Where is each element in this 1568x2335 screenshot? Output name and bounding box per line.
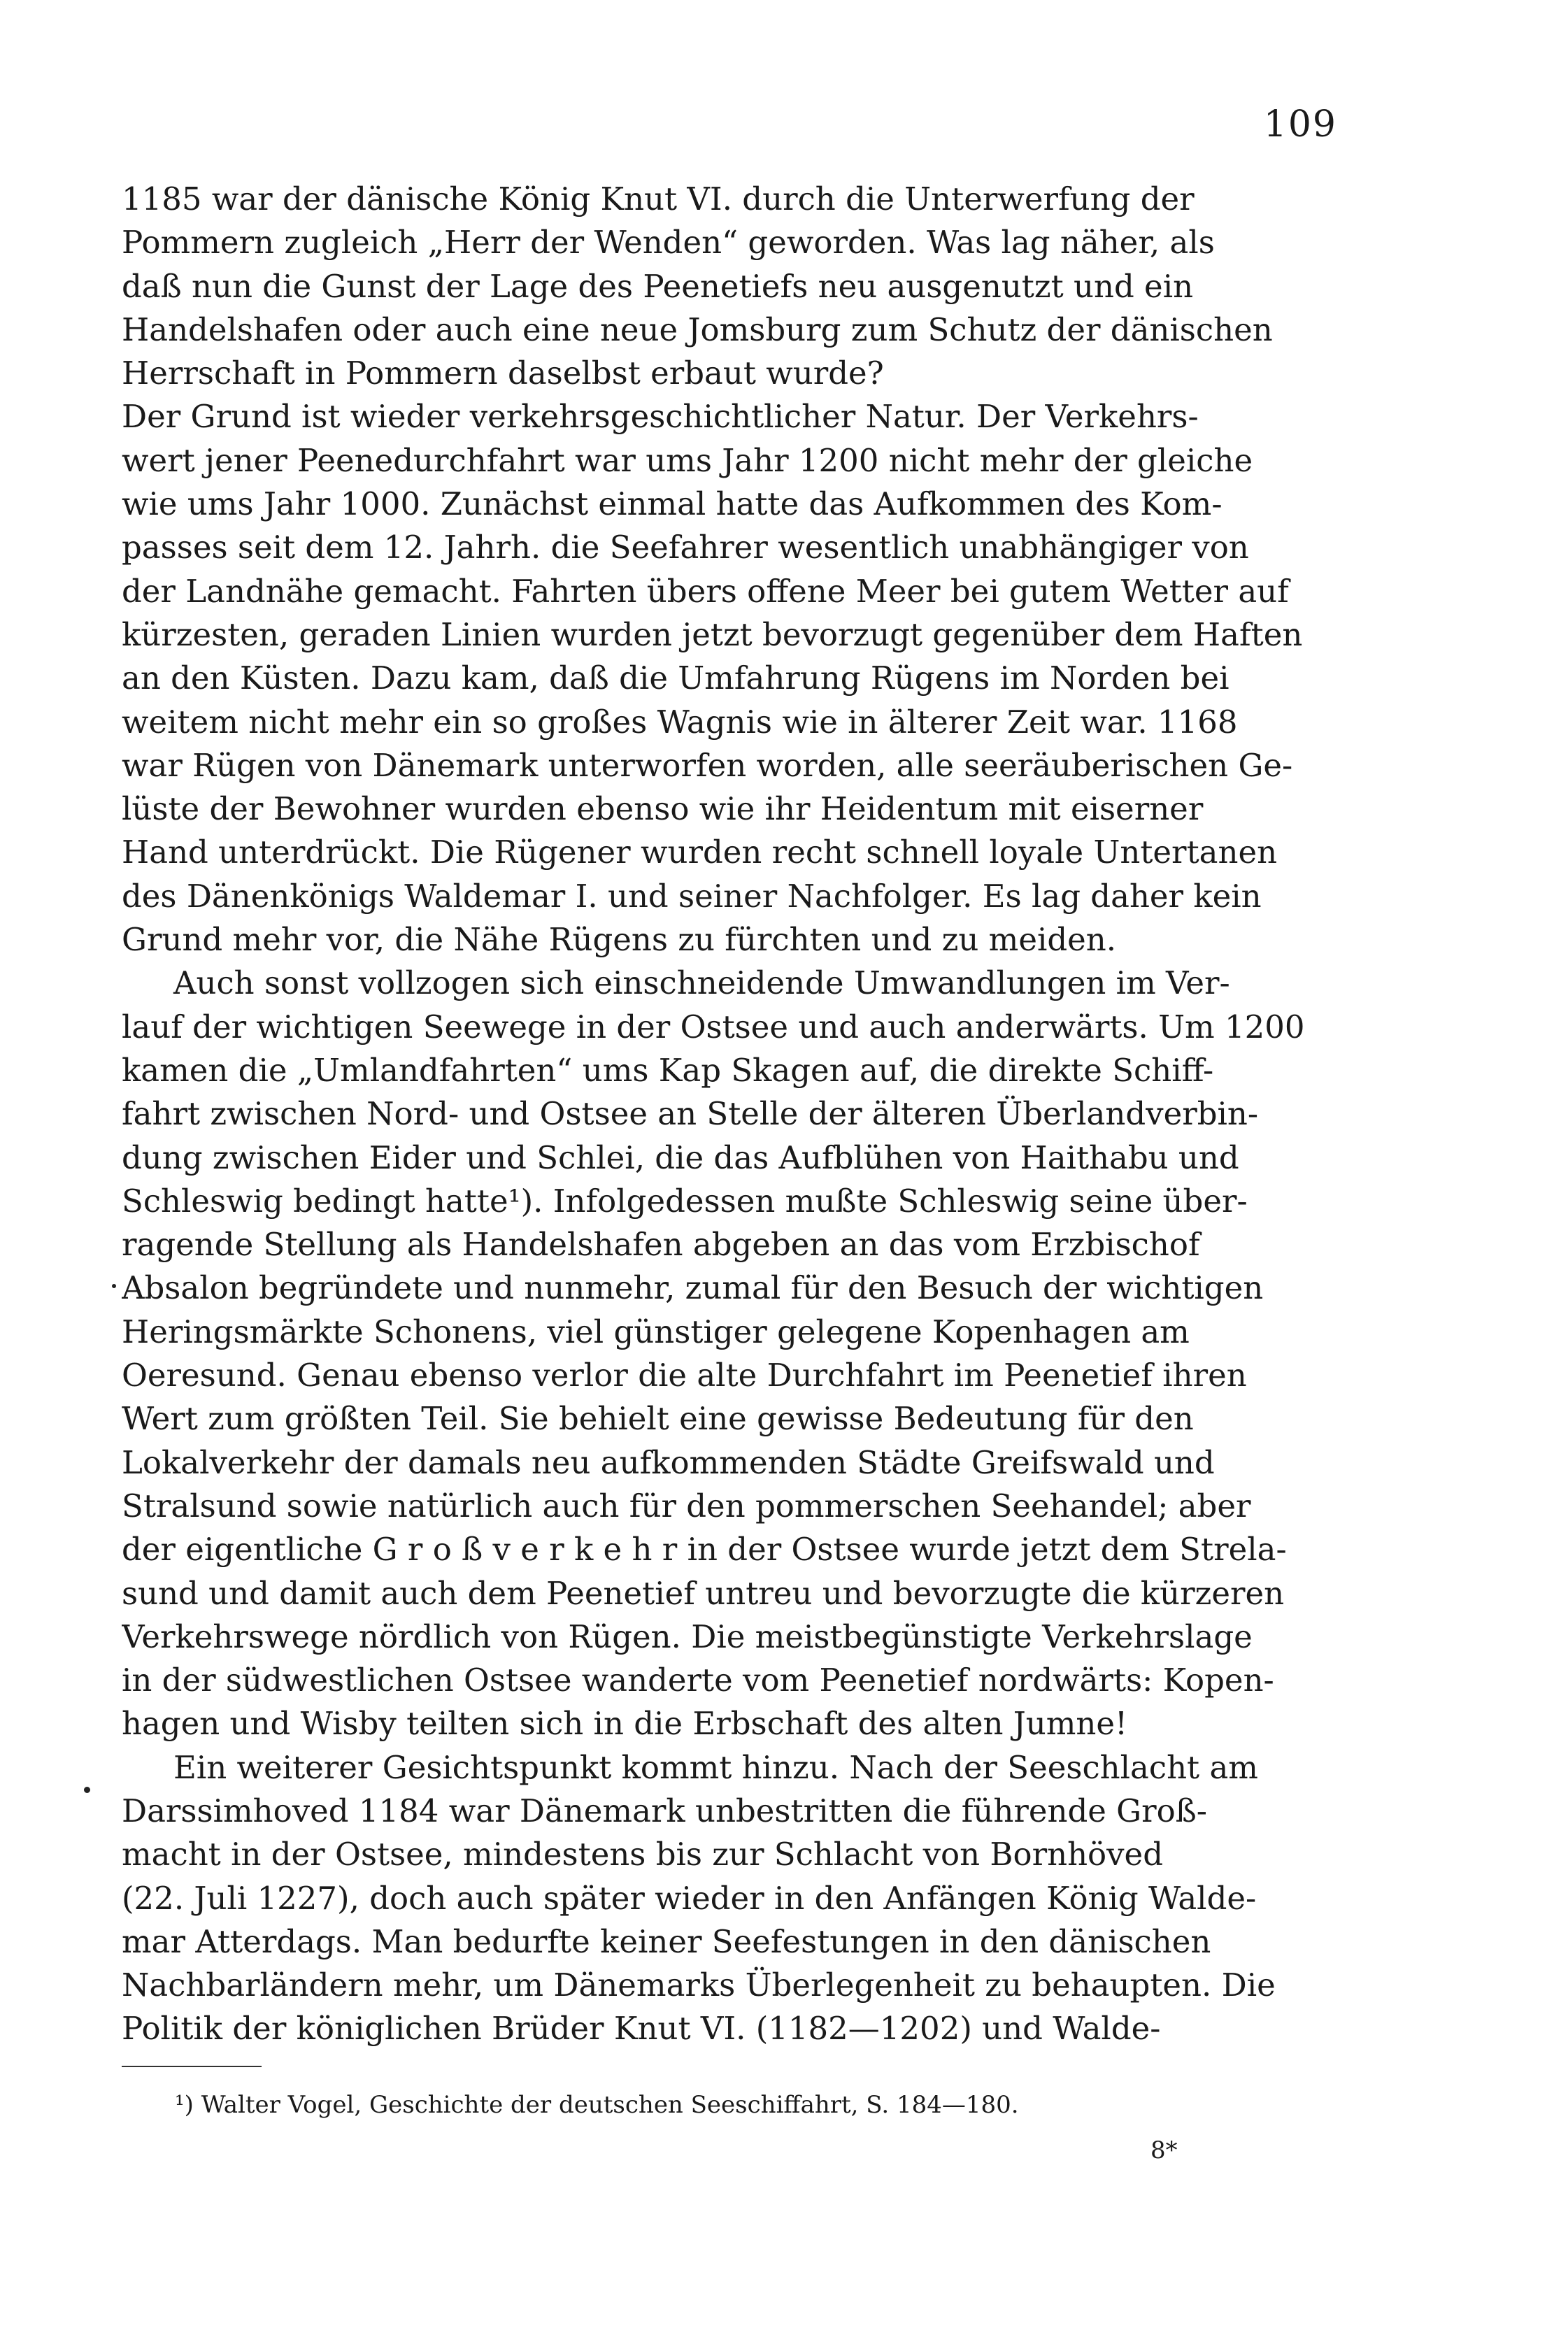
text-line: war Rügen von Dänemark unterworfen worden, alle seeräuberischen Ge- — [122, 746, 1293, 784]
text-line: 1185 war der dänische König Knut VI. durch die Unterwerfung der — [122, 180, 1195, 217]
text-line: Verkehrswege nördlich von Rügen. Die meistbegünstigte Verkehrslage — [122, 1618, 1253, 1655]
text-line: Lokalverkehr der damals neu aufkommenden Städte Greifswald und — [122, 1443, 1215, 1481]
text-line: Darssimhoved 1184 war Dänemark unbestritten die führende Groß- — [122, 1792, 1207, 1829]
text-line: Stralsund sowie natürlich auch für den pommerschen Seehandel; aber — [122, 1487, 1251, 1524]
text-line: sund und damit auch dem Peenetief untreu und bevorzugte die kürzeren — [122, 1574, 1285, 1612]
text-line: kürzesten, geraden Linien wurden jetzt bevorzugt gegenüber dem Haften — [122, 615, 1303, 653]
margin-speck — [84, 1787, 90, 1793]
text-line: Nachbarländern mehr, um Dänemarks Überlegenheit zu behaupten. Die — [122, 1966, 1276, 2004]
footnote-divider — [122, 2066, 262, 2067]
text-line: passes seit dem 12. Jahrh. die Seefahrer wesentlich unabhängiger von — [122, 529, 1249, 566]
text-line: Wert zum größten Teil. Sie behielt eine gewisse Bedeutung für den — [122, 1400, 1194, 1438]
text-line: daß nun die Gunst der Lage des Peenetiefs neu ausgenutzt und ein — [122, 267, 1194, 305]
margin-speck — [112, 1284, 116, 1288]
text-line: Hand unterdrückt. Die Rügener wurden recht schnell loyale Untertanen — [122, 834, 1278, 871]
text-line: macht in der Ostsee, mindestens bis zur Schlacht von Bornhöved — [122, 1836, 1163, 1873]
footnote: ¹) Walter Vogel, Geschichte der deutschen Seeschiffahrt, S. 184—180. — [175, 2091, 1019, 2119]
text-line: Auch sonst vollzogen sich einschneidende Umwandlungen im Ver- — [173, 964, 1230, 1002]
text-line: wert jener Peenedurchfahrt war ums Jahr 1200 nicht mehr der gleiche — [122, 441, 1253, 479]
text-line: Herrschaft in Pommern daselbst erbaut wurde? — [122, 355, 884, 392]
text-line: Schleswig bedingt hatte¹). Infolgedessen mußte Schleswig seine über- — [122, 1182, 1248, 1220]
text-line: Absalon begründete und nunmehr, zumal für den Besuch der wichtigen — [122, 1269, 1264, 1307]
text-line: kamen die „Umlandfahrten“ ums Kap Skagen auf, die direkte Schiff- — [122, 1051, 1214, 1089]
text-line: Pommern zugleich „Herr der Wenden“ geworden. Was lag näher, als — [122, 224, 1215, 262]
text-line: Handelshafen oder auch eine neue Jomsburg zum Schutz der dänischen — [122, 310, 1273, 348]
text-line: der Landnähe gemacht. Fahrten übers offene Meer bei gutem Wetter auf — [122, 572, 1289, 610]
text-line: fahrt zwischen Nord- und Ostsee an Stelle der älteren Überlandverbin- — [122, 1095, 1259, 1133]
text-line: lauf der wichtigen Seewege in der Ostsee und auch anderwärts. Um 1200 — [122, 1008, 1305, 1045]
body-text — [122, 178, 1332, 2051]
text-line: Politik der königlichen Brüder Knut VI. (1182—1202) und Walde- — [122, 2010, 1161, 2048]
text-line: der eigentliche G r o ß v e r k e h r in der Ostsee wurde jetzt dem Strela- — [122, 1531, 1287, 1569]
text-line: Ein weiterer Gesichtspunkt kommt hinzu. Nach der Seeschlacht am — [173, 1748, 1258, 1786]
text-line: des Dänenkönigs Waldemar I. und seiner Nachfolger. Es lag daher kein — [122, 877, 1262, 915]
text-line: Heringsmärkte Schonens, viel günstiger gelegene Kopenhagen am — [122, 1313, 1190, 1350]
text-line: weitem nicht mehr ein so großes Wagnis wie in älterer Zeit war. 1168 — [122, 703, 1238, 741]
text-line: (22. Juli 1227), doch auch später wieder in den Anfängen König Walde- — [122, 1879, 1257, 1917]
text-line: Oeresund. Genau ebenso verlor die alte Durchfahrt im Peenetief ihren — [122, 1357, 1247, 1394]
text-line: Der Grund ist wieder verkehrsgeschichtlicher Natur. Der Verkehrs- — [122, 398, 1199, 436]
text-line: hagen und Wisby teilten sich in die Erbschaft des alten Jumne! — [122, 1705, 1128, 1743]
text-line: wie ums Jahr 1000. Zunächst einmal hatte das Aufkommen des Kom- — [122, 485, 1223, 523]
text-line: dung zwischen Eider und Schlei, die das Aufblühen von Haithabu und — [122, 1138, 1239, 1176]
text-line: Grund mehr vor, die Nähe Rügens zu fürchten und zu meiden. — [122, 921, 1117, 959]
text-line: lüste der Bewohner wurden ebenso wie ihr Heidentum mit eiserner — [122, 790, 1204, 828]
signature-mark: 8* — [1150, 2136, 1178, 2164]
text-line: ragende Stellung als Handelshafen abgeben an das vom Erzbischof — [122, 1226, 1200, 1264]
text-line: an den Küsten. Dazu kam, daß die Umfahrung Rügens im Norden bei — [122, 659, 1230, 697]
text-line: mar Atterdags. Man bedurfte keiner Seefestungen in den dänischen — [122, 1922, 1211, 1960]
text-line: in der südwestlichen Ostsee wanderte vom Peenetief nordwärts: Kopen- — [122, 1662, 1274, 1699]
page-number: 109 — [1263, 103, 1337, 145]
